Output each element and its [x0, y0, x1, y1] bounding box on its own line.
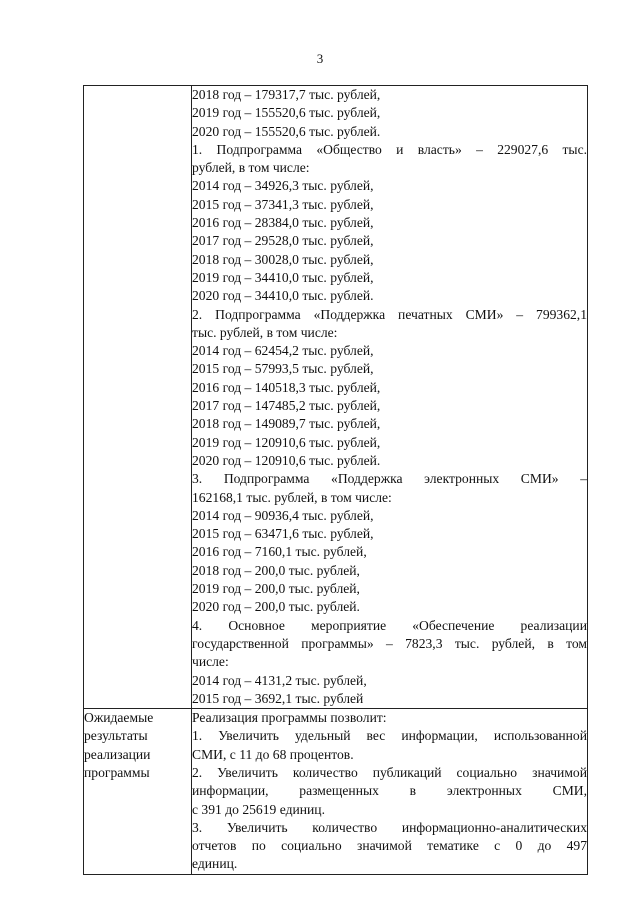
results-label-line: реализации [84, 746, 151, 762]
result-item-line: отчетов по социально значимой тематике с 0 до 497 [192, 838, 587, 854]
subprogram-heading-line: государственной программы» – 7823,3 тыс. рублей, в том [192, 635, 587, 651]
subprogram-year-line: 2018 год – 30028,0 тыс. рублей, [192, 251, 374, 267]
subprogram-year-line: 2019 год – 120910,6 тыс. рублей, [192, 434, 381, 450]
subprogram-year-line: 2014 год – 62454,2 тыс. рублей, [192, 343, 374, 359]
funding-year-line: 2019 год – 155520,6 тыс. рублей, [192, 105, 381, 121]
result-item-line: 2. Увеличить количество публикаций социально значимой [192, 764, 587, 780]
funding-row [84, 86, 588, 709]
result-item-2 [192, 764, 587, 819]
subprogram-1 [192, 141, 587, 306]
subprogram-2 [192, 306, 587, 471]
result-item-line: 1. Увеличить удельный вес информации, использованной [192, 728, 587, 744]
results-label-cell [84, 709, 192, 875]
subprogram-heading-line: тыс. рублей, в том числе: [192, 324, 338, 340]
results-content-cell [192, 709, 588, 875]
result-item-3 [192, 819, 587, 874]
subprogram-4 [192, 617, 587, 708]
funding-year-line: 2020 год – 155520,6 тыс. рублей. [192, 123, 381, 139]
subprogram-year-line: 2014 год – 4131,2 тыс. рублей, [192, 672, 367, 688]
subprogram-year-line: 2016 год – 140518,3 тыс. рублей, [192, 379, 381, 395]
funding-breakdown [192, 86, 587, 708]
subprogram-heading-line: 162168,1 тыс. рублей, в том числе: [192, 489, 392, 505]
result-item-line: СМИ, с 11 до 68 процентов. [192, 746, 354, 762]
result-item-line: с 391 до 25619 единиц. [192, 801, 325, 817]
program-passport-table [83, 85, 588, 875]
subprogram-heading-line: 2. Подпрограмма «Поддержка печатных СМИ» – 799362,1 [192, 306, 587, 322]
funding-year-line: 2018 год – 179317,7 тыс. рублей, [192, 87, 381, 102]
result-item-line: единиц. [192, 856, 238, 872]
subprogram-year-line: 2014 год – 34926,3 тыс. рублей, [192, 178, 374, 194]
subprogram-heading-line: рублей, в том числе: [192, 160, 310, 176]
result-item-1 [192, 727, 587, 764]
result-item-line: 3. Увеличить количество информационно-аналитических [192, 819, 587, 835]
subprogram-year-line: 2018 год – 200,0 тыс. рублей, [192, 562, 360, 578]
page-number: 3 [316, 51, 324, 66]
results-intro: Реализация программы позволит: [192, 710, 387, 726]
results-row [84, 709, 588, 875]
subprogram-year-line: 2018 год – 149089,7 тыс. рублей, [192, 416, 381, 432]
subprogram-year-line: 2015 год – 37341,3 тыс. рублей, [192, 196, 374, 212]
subprogram-year-line: 2020 год – 200,0 тыс. рублей. [192, 599, 360, 615]
results-label-line: программы [84, 764, 150, 780]
subprogram-year-line: 2019 год – 200,0 тыс. рублей, [192, 581, 360, 597]
subprogram-year-line: 2014 год – 90936,4 тыс. рублей, [192, 507, 374, 523]
subprogram-year-line: 2015 год – 57993,5 тыс. рублей, [192, 361, 374, 377]
results-label-line: результаты [84, 728, 148, 744]
subprogram-year-line: 2016 год – 7160,1 тыс. рублей, [192, 544, 367, 560]
subprogram-year-line: 2019 год – 34410,0 тыс. рублей, [192, 269, 374, 285]
subprogram-heading-line: 3. Подпрограмма «Поддержка электронных СМИ» – [192, 471, 587, 487]
subprogram-year-line: 2017 год – 29528,0 тыс. рублей, [192, 233, 374, 249]
results-label-line: Ожидаемые [84, 710, 154, 726]
subprogram-3 [192, 470, 587, 616]
subprogram-year-line: 2015 год – 63471,6 тыс. рублей, [192, 526, 374, 542]
results-label [84, 709, 191, 782]
subprogram-year-line: 2016 год – 28384,0 тыс. рублей, [192, 215, 374, 231]
subprogram-year-line: 2020 год – 120910,6 тыс. рублей. [192, 452, 381, 468]
subprogram-year-line: 2017 год – 147485,2 тыс. рублей, [192, 398, 381, 414]
results-list [192, 727, 587, 873]
subprogram-heading-line: 4. Основное мероприятие «Обеспечение реализации [192, 617, 587, 633]
subprogram-heading-line: 1. Подпрограмма «Общество и власть» – 229027,6 тыс. [192, 141, 587, 157]
funding-content-cell [192, 86, 588, 709]
subprogram-year-line: 2020 год – 34410,0 тыс. рублей. [192, 288, 374, 304]
result-item-line: информации, размещенных в электронных СМИ, [192, 783, 587, 799]
funding-label-cell [84, 86, 192, 709]
subprogram-heading-line: числе: [192, 654, 229, 670]
subprogram-year-line: 2015 год – 3692,1 тыс. рублей [192, 690, 364, 706]
